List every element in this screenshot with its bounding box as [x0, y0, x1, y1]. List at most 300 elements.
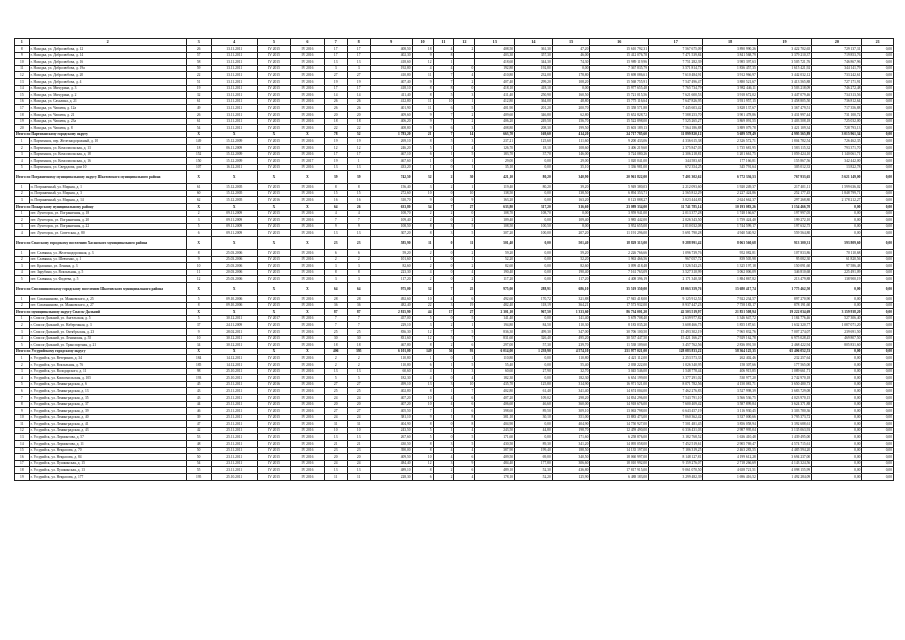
table-cell: 499,10: [370, 381, 412, 388]
table-cell: 108,70: [370, 210, 412, 217]
address-cell: г. Находка, ул. Добролюбова, д. 4: [29, 78, 186, 85]
table-cell: 25.11.2011: [211, 408, 257, 415]
table-cell: 14: [15, 441, 30, 448]
table-cell: IV 2016: [291, 46, 324, 53]
table-cell: IV 2015: [257, 65, 290, 72]
table-cell: 4: [15, 335, 30, 342]
table-cell: 726 462,35: [812, 138, 862, 145]
table-cell: 0: [433, 158, 454, 165]
table-cell: 409,60: [370, 111, 412, 118]
table-cell: 24: [347, 414, 370, 421]
subtotal-cell: 9 288 991,42: [649, 237, 703, 250]
table-cell: 3 413 565,88: [757, 78, 811, 85]
table-cell: 6: [412, 474, 433, 481]
table-cell: 25.11.2011: [211, 447, 257, 454]
subtotal-cell: 4 574,10: [552, 348, 590, 355]
table-cell: IV 2015: [257, 467, 290, 474]
table-cell: 3 795 373,72: [757, 414, 811, 421]
table-cell: 8: [412, 230, 433, 237]
address-cell: г. Спасск-Дальний, ул. Набережная, д. 3: [29, 322, 186, 329]
table-cell: 0,00: [862, 368, 894, 375]
subtotal-cell: 0,00: [862, 237, 894, 250]
table-cell: IV 2016: [291, 355, 324, 362]
table-cell: IV 2016: [291, 302, 324, 309]
table-cell: 9: [412, 414, 433, 421]
table-cell: 2 742 970,18: [757, 375, 811, 382]
table-cell: 5: [186, 315, 211, 322]
table-cell: IV 2016: [291, 467, 324, 474]
table-cell: 2: [454, 111, 475, 118]
table-cell: 177 166,81: [703, 158, 757, 165]
table-cell: 10: [15, 59, 30, 66]
table-cell: 467,60: [370, 158, 412, 165]
table-cell: 190,40: [475, 269, 515, 276]
column-number: 19: [757, 39, 811, 46]
table-cell: 0: [454, 85, 475, 92]
table-cell: 57,30: [515, 342, 553, 349]
column-number: 2: [29, 39, 186, 46]
table-cell: IV 2015: [257, 335, 290, 342]
table-cell: 5: [15, 342, 30, 349]
table-cell: 364,00: [515, 98, 553, 105]
table-cell: 125,80: [515, 381, 553, 388]
table-cell: 229,10: [370, 322, 412, 329]
table-cell: 158 307,66: [703, 361, 757, 368]
table-cell: 406,20: [370, 118, 412, 125]
table-row: [15, 296, 894, 303]
subtotal-cell: X: [291, 309, 324, 316]
table-cell: 7 525 265,27: [649, 118, 703, 125]
table-cell: 0,00: [862, 98, 894, 105]
table-cell: 1 855 187,61: [703, 322, 757, 329]
table-cell: 26: [186, 46, 211, 53]
table-row: [15, 98, 894, 105]
table-cell: 418,60: [370, 59, 412, 66]
table-cell: 13: [324, 59, 347, 66]
table-cell: 10: [412, 401, 433, 408]
table-cell: 1: [412, 158, 433, 165]
table-cell: 108,50: [475, 223, 515, 230]
table-cell: 3 918 672,02: [703, 92, 757, 99]
table-cell: IV 2016: [291, 250, 324, 257]
table-cell: 11: [324, 474, 347, 481]
table-cell: 24.11.2009: [211, 322, 257, 329]
table-cell: 193: [186, 375, 211, 382]
subtotal-cell: 633,80: [370, 204, 412, 211]
table-cell: 402,30: [370, 52, 412, 59]
table-cell: 9 061 070,50: [649, 467, 703, 474]
table-cell: IV 2016: [291, 52, 324, 59]
table-cell: 13.11.2011: [211, 52, 257, 59]
table-cell: 3 406 219,60: [590, 144, 649, 151]
table-cell: 46: [186, 408, 211, 415]
subtotal-cell: 15 680 417,74: [703, 283, 757, 296]
table-cell: 7: [324, 217, 347, 224]
table-cell: 4: [15, 230, 30, 237]
table-cell: 11: [186, 269, 211, 276]
table-row: [15, 414, 894, 421]
table-cell: 1 020 041,00: [590, 158, 649, 165]
table-cell: 1 548 778,44: [649, 368, 703, 375]
table-cell: 107: [186, 164, 211, 171]
table-cell: 4: [454, 144, 475, 151]
table-cell: 0,00: [515, 217, 553, 224]
table-cell: 7: [347, 322, 370, 329]
table-cell: 0,00: [862, 421, 894, 428]
table-cell: 3 587 899,84: [703, 401, 757, 408]
table-cell: 7 060 362,42: [649, 414, 703, 421]
table-cell: 70 110,68: [812, 250, 862, 257]
table-cell: 8: [433, 52, 454, 59]
table-cell: 10: [412, 454, 433, 461]
table-cell: 7 367 835,79: [590, 65, 649, 72]
table-cell: 149: [186, 138, 211, 145]
subtotal-cell: 11: [454, 237, 475, 250]
table-row: [15, 408, 894, 415]
table-cell: 3 624 371,88: [757, 401, 811, 408]
column-number: 20: [812, 39, 862, 46]
table-cell: 1: [433, 361, 454, 368]
table-cell: 250,90: [515, 92, 553, 99]
address-cell: г. Партизанск, ул. Комсомольская, д. 18: [29, 151, 186, 158]
table-cell: IV 2016: [291, 164, 324, 171]
subtotal-cell: 663,70: [475, 131, 515, 138]
table-cell: 2 836 091,50: [703, 342, 757, 349]
table-cell: 26: [324, 105, 347, 112]
table-cell: 89,50: [515, 408, 553, 415]
table-cell: 0,00: [812, 401, 862, 408]
table-cell: 198,70: [552, 427, 590, 434]
table-cell: 418,60: [475, 59, 515, 66]
table-cell: 2 038 222,00: [590, 361, 649, 368]
subtotal-cell: X: [211, 237, 257, 250]
table-cell: 6: [324, 250, 347, 257]
table-cell: 402,80: [475, 388, 515, 395]
table-cell: 4 023 970,15: [757, 394, 811, 401]
table-cell: 2: [433, 210, 454, 217]
table-cell: 1 632 320,77: [757, 322, 811, 329]
table-cell: 5: [433, 138, 454, 145]
table-cell: 27: [324, 408, 347, 415]
table-row: [15, 441, 894, 448]
table-cell: 20: [347, 401, 370, 408]
table-row: [15, 92, 894, 99]
table-cell: 15.12.2009: [211, 138, 257, 145]
table-cell: 8 183 035,20: [590, 322, 649, 329]
table-cell: 1: [347, 158, 370, 165]
table-cell: 3: [15, 197, 30, 204]
table-cell: 09.10.2006: [211, 296, 257, 303]
table-cell: IV 2015: [257, 72, 290, 79]
table-cell: 364,21: [552, 302, 590, 309]
table-cell: 3 856 058,94: [703, 421, 757, 428]
table-cell: 7: [433, 111, 454, 118]
table-cell: 24: [347, 460, 370, 467]
subtotal-cell: 7: [433, 283, 454, 296]
table-cell: 5: [433, 92, 454, 99]
subtotal-cell: X: [291, 204, 324, 211]
table-cell: 12: [347, 144, 370, 151]
table-cell: IV 2016: [291, 144, 324, 151]
table-cell: 746 272,48: [812, 85, 862, 92]
address-cell: пгт. Краскино, ул. Ленина, д. 3: [29, 263, 186, 270]
table-row: [15, 269, 894, 276]
table-cell: 1 804 782,54: [757, 138, 811, 145]
table-cell: 1: [433, 408, 454, 415]
table-cell: 2: [15, 217, 30, 224]
table-cell: 492,60: [475, 296, 515, 303]
column-number: 15: [552, 39, 590, 46]
subtotal-cell: X: [186, 204, 211, 211]
table-row: [15, 105, 894, 112]
table-cell: 23.11.2011: [211, 454, 257, 461]
table-cell: 404,90: [552, 421, 590, 428]
table-cell: 5: [347, 375, 370, 382]
table-cell: 3 683 729,08: [757, 388, 811, 395]
table-cell: 409,60: [475, 111, 515, 118]
table-cell: 48,80: [552, 98, 590, 105]
table-cell: IV 2016: [291, 368, 324, 375]
subtotal-cell: X: [186, 131, 211, 138]
subtotal-cell: 64: [347, 283, 370, 296]
address-cell: г. Партизанск, ул. Комсомольская, д. 16: [29, 158, 186, 165]
table-cell: 1 526 543,23: [649, 263, 703, 270]
table-cell: 2: [454, 78, 475, 85]
subtotal-cell: X: [291, 283, 324, 296]
table-cell: 27: [347, 381, 370, 388]
table-cell: 7 751 282,39: [649, 59, 703, 66]
table-cell: 1 336 981,00: [590, 164, 649, 171]
table-cell: IV 2015: [257, 296, 290, 303]
table-cell: 4: [433, 65, 454, 72]
subtotal-cell: 80,20: [515, 171, 553, 184]
table-cell: 0,00: [862, 408, 894, 415]
table-cell: 69,00: [515, 454, 553, 461]
table-cell: 4: [15, 269, 30, 276]
table-cell: 197 632,75: [757, 223, 811, 230]
table-cell: 12: [412, 59, 433, 66]
subtotal-cell: 251 977 021,00: [590, 348, 649, 355]
subtotal-cell: 6 101,00: [370, 348, 412, 355]
table-cell: 25: [347, 328, 370, 335]
table-cell: 82,60: [370, 263, 412, 270]
table-cell: 0,00: [552, 65, 590, 72]
table-cell: 30.12.2011: [211, 342, 257, 349]
table-cell: 3 959 941,00: [590, 210, 649, 217]
table-row: [15, 434, 894, 441]
table-cell: 18 010 992,00: [590, 460, 649, 467]
table-cell: 0,00: [515, 250, 553, 257]
table-cell: 13.11.2011: [211, 46, 257, 53]
table-cell: IV 2015: [257, 184, 290, 191]
table-cell: 6 894 353,71: [590, 190, 649, 197]
table-cell: 4: [433, 447, 454, 454]
table-cell: 177 565,00: [757, 361, 811, 368]
table-cell: 146,00: [552, 151, 590, 158]
table-cell: 436,80: [552, 467, 590, 474]
table-cell: 11 191 296,00: [590, 230, 649, 237]
table-cell: 19: [324, 78, 347, 85]
table-cell: 1 759 424,40: [703, 217, 757, 224]
table-cell: 406,20: [475, 118, 515, 125]
table-cell: 13: [324, 467, 347, 474]
table-row: [15, 388, 894, 395]
table-cell: 20: [324, 454, 347, 461]
table-row: [15, 197, 894, 204]
table-cell: 1 636 410,48: [703, 434, 757, 441]
table-cell: IV 2016: [291, 111, 324, 118]
table-cell: 0,00: [515, 355, 553, 362]
table-cell: 11 538 109,60: [590, 342, 649, 349]
table-cell: 31: [347, 421, 370, 428]
table-cell: 8: [412, 138, 433, 145]
table-cell: 14 750 927,00: [590, 421, 649, 428]
table-cell: 108,50: [370, 223, 412, 230]
address-cell: г. Уссурийск, ул. Ленинградская, д. 39: [29, 408, 186, 415]
table-cell: 6: [412, 151, 433, 158]
subtotal-cell: 11 899 820,12: [649, 131, 703, 138]
table-cell: IV 2015: [257, 223, 290, 230]
table-row: [15, 315, 894, 322]
table-cell: 3: [186, 217, 211, 224]
table-cell: 47: [186, 421, 211, 428]
table-cell: 5: [412, 434, 433, 441]
table-cell: 16: [324, 197, 347, 204]
table-cell: [454, 52, 475, 59]
table-cell: 1: [433, 368, 454, 375]
table-cell: 25.11.2011: [211, 427, 257, 434]
table-cell: 2: [324, 256, 347, 263]
subtotal-cell: 64: [324, 283, 347, 296]
table-cell: IV 2016: [291, 381, 324, 388]
table-cell: 0,00: [862, 375, 894, 382]
table-cell: 1 920 249,37: [703, 184, 757, 191]
table-row: [15, 256, 894, 263]
table-cell: IV 2016: [291, 256, 324, 263]
table-cell: IV 2015: [257, 151, 290, 158]
table-cell: 17: [347, 151, 370, 158]
table-cell: IV 2015: [257, 78, 290, 85]
table-cell: 16: [15, 98, 30, 105]
table-cell: IV 2015: [257, 434, 290, 441]
subtotal-row: [15, 204, 894, 211]
table-cell: 5: [412, 144, 433, 151]
table-cell: 8: [324, 184, 347, 191]
table-cell: 408,80: [370, 125, 412, 132]
table-cell: 19: [15, 474, 30, 481]
subtotal-cell: X: [291, 171, 324, 184]
table-cell: 52,20: [552, 256, 590, 263]
table-cell: 406,60: [475, 401, 515, 408]
table-cell: 6: [454, 401, 475, 408]
table-cell: 54: [186, 125, 211, 132]
table-cell: IV 2015: [257, 342, 290, 349]
table-cell: 141,40: [475, 315, 515, 322]
address-cell: г. Уссурийск, ул. Ленинградская, д. 40: [29, 414, 186, 421]
table-cell: 4: [412, 375, 433, 382]
table-cell: 12: [324, 144, 347, 151]
table-cell: IV 2016: [291, 269, 324, 276]
table-cell: 06.11.2009: [211, 144, 257, 151]
table-cell: 15: [324, 190, 347, 197]
table-cell: 0,00: [862, 328, 894, 335]
table-cell: 47,20: [552, 46, 590, 53]
table-cell: 17: [347, 46, 370, 53]
table-cell: 0: [433, 315, 454, 322]
table-cell: 10: [433, 98, 454, 105]
table-cell: 3 505 721,76: [757, 59, 811, 66]
table-cell: 5: [454, 230, 475, 237]
table-cell: 1 026 340,95: [649, 361, 703, 368]
table-cell: 22: [186, 72, 211, 79]
table-cell: 12: [15, 427, 30, 434]
table-cell: 21: [324, 441, 347, 448]
table-cell: 719 853,76: [812, 52, 862, 59]
table-cell: 314,90: [552, 381, 590, 388]
address-cell: г. Уссурийск, ул. Некрасова, д. 177: [29, 474, 186, 481]
table-cell: IV 2015: [257, 408, 290, 415]
table-cell: 11: [15, 65, 30, 72]
table-cell: 482,40: [370, 302, 412, 309]
table-cell: 7: [347, 315, 370, 322]
table-cell: 178,10: [475, 474, 515, 481]
table-cell: 7: [454, 388, 475, 395]
table-row: [15, 460, 894, 467]
table-cell: 309,10: [552, 408, 590, 415]
table-cell: 10: [15, 414, 30, 421]
subtotal-cell: 78: [324, 131, 347, 138]
table-cell: 7: [454, 335, 475, 342]
table-cell: 7 543 791,10: [649, 394, 703, 401]
table-cell: 17 817 915,00: [590, 467, 649, 474]
address-cell: г. Уссурийск, ул. Некрасова, д. 70: [29, 447, 186, 454]
table-cell: 225 491,09: [812, 269, 862, 276]
table-cell: 15 493 302,19: [649, 328, 703, 335]
table-cell: 25: [347, 388, 370, 395]
table-cell: [454, 59, 475, 66]
column-number: 13: [475, 39, 515, 46]
address-cell: г. Уссурийск, ул. Ветеринов, д. 34: [29, 355, 186, 362]
table-cell: 62,80: [552, 111, 590, 118]
table-cell: 2: [412, 276, 433, 283]
table-cell: 4: [454, 474, 475, 481]
table-cell: 7 501 481,45: [649, 421, 703, 428]
table-cell: 25.03.2006: [211, 250, 257, 257]
table-cell: 4: [433, 46, 454, 53]
table-cell: 09.11.2009: [211, 223, 257, 230]
table-cell: IV 2016: [291, 361, 324, 368]
table-cell: 7 007 274,07: [757, 328, 811, 335]
table-cell: 48: [186, 441, 211, 448]
table-cell: 17 573 932,00: [590, 302, 649, 309]
table-cell: 108,70: [515, 210, 553, 217]
table-cell: 5 691 790,28: [649, 230, 703, 237]
subtotal-cell: X: [291, 131, 324, 138]
table-cell: 195: [186, 474, 211, 481]
table-cell: 18 060 997,00: [590, 454, 649, 461]
table-cell: 9: [15, 408, 30, 415]
table-cell: IV 2017: [291, 158, 324, 165]
table-cell: 6 488 183,00: [590, 474, 649, 481]
table-cell: 5: [454, 361, 475, 368]
table-cell: 0,00: [862, 92, 894, 99]
table-cell: 18: [412, 46, 433, 53]
table-cell: 0: [433, 164, 454, 171]
table-cell: 152: [186, 151, 211, 158]
table-cell: 7 567 675,09: [649, 46, 703, 53]
table-cell: 3 880 521,67: [703, 78, 757, 85]
table-cell: 0,00: [812, 355, 862, 362]
